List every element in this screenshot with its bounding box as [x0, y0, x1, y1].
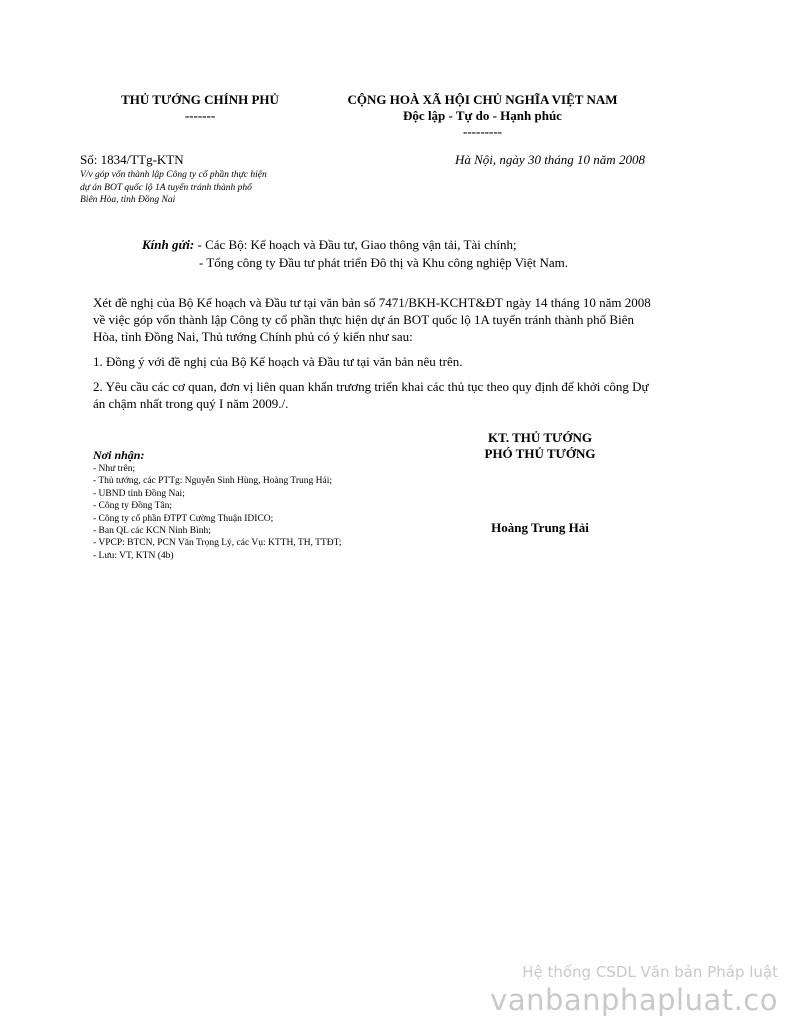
body-paragraph: Xét đề nghị của Bộ Kế hoạch và Đầu tư tại văn bản số 7471/BKH-KCHT&ĐT ngày 14 tháng 10 năm 2008 về việc góp vốn thành lập Công ty cổ phần thực hiện dự án BOT quốc lộ 1A tuyến tránh thành phố Biên Hòa, tỉnh Đồng Nai, Thủ tướng Chính phủ có ý kiến như sau:	[93, 295, 651, 344]
distribution-item: - UBND tỉnh Đồng Nai;	[93, 488, 185, 499]
distribution-item: - Lưu: VT, KTN (4b)	[93, 550, 174, 561]
signature-position: PHÓ THỦ TƯỚNG	[484, 446, 596, 461]
document-body	[93, 294, 653, 420]
recipients-label: Kính gửi:	[142, 237, 195, 252]
issuing-authority: THỦ TƯỚNG CHÍNH PHỦ	[121, 92, 279, 107]
distribution-item: - Ban QL các KCN Ninh Bình;	[93, 526, 211, 537]
signer-name: Hoàng Trung Hải	[491, 520, 589, 535]
recipient-line	[142, 236, 568, 254]
body-paragraph: 1. Đồng ý với đề nghị của Bộ Kế hoạch và Đầu tư tại văn bản nêu trên.	[93, 354, 463, 369]
national-header-block	[330, 92, 635, 140]
authority-separator: -------	[184, 108, 216, 123]
place-and-date: Hà Nội, ngày 30 tháng 10 năm 2008	[455, 152, 645, 167]
watermark-caption: Hệ thống CSDL Văn bản Pháp luật	[522, 963, 778, 981]
document-subject	[80, 169, 310, 207]
distribution-item: - Công ty Đồng Tân;	[93, 501, 172, 512]
national-title: CỘNG HOÀ XÃ HỘI CHỦ NGHĨA VIỆT NAM	[347, 92, 618, 107]
site-watermark	[490, 962, 778, 1018]
subject-line: dự án BOT quốc lộ 1A tuyến tránh thành phố	[80, 182, 252, 193]
subject-line: Biên Hòa, tỉnh Đồng Nai	[80, 195, 176, 205]
watermark-domain: vanbanphapluat.co	[490, 983, 778, 1017]
body-paragraph: 2. Yêu cầu các cơ quan, đơn vị liên quan khẩn trương triển khai các thủ tục theo quy định để khởi công Dự án chậm nhất trong quý I năm 2009./.	[93, 379, 649, 411]
document-number: Số: 1834/TTg-KTN	[80, 152, 184, 167]
signature-title: KT. THỦ TƯỚNG	[488, 430, 592, 445]
distribution-item: - VPCP: BTCN, PCN Văn Trọng Lý, các Vụ: KTTH, TH, TTĐT;	[93, 538, 342, 549]
distribution-item: - Thủ tướng, các PTTg: Nguyễn Sinh Hùng, Hoàng Trung Hải;	[93, 476, 333, 487]
motto-separator: ---------	[463, 124, 502, 139]
national-motto: Độc lập - Tự do - Hạnh phúc	[403, 108, 562, 123]
distribution-title: Nơi nhận:	[93, 448, 145, 462]
recipients-block	[142, 236, 568, 272]
subject-line: V/v góp vốn thành lập Công ty cổ phần thực hiện	[80, 170, 267, 180]
issuing-authority-block	[100, 92, 300, 124]
recipient-text: - Các Bộ: Kế hoạch và Đầu tư, Giao thông vận tải, Tài chính;	[197, 237, 517, 252]
distribution-item: - Công ty cổ phần ĐTPT Cường Thuận IDICO;	[93, 513, 274, 524]
distribution-item: - Như trên;	[93, 464, 136, 474]
recipient-text: - Tổng công ty Đầu tư phát triển Đô thị và Khu công nghiệp Việt Nam.	[199, 255, 568, 270]
recipient-line	[142, 254, 568, 272]
distribution-list	[93, 448, 342, 562]
signature-block	[460, 430, 620, 462]
